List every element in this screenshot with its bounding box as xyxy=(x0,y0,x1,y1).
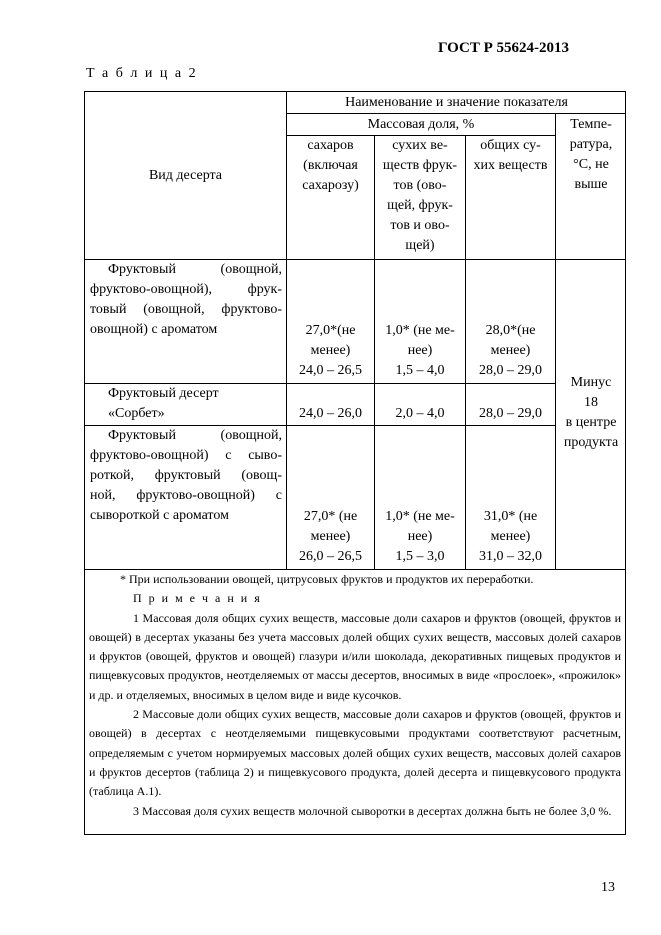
note-1: 1 Массовая доля общих сухих веществ, массовые доли сахаров и фруктов (овощей, фруктов и овощей) в десертах указаны без учета массовых долей общих сухих веществ, массовых долей сахаров и фруктов (овощей, фруктов и овощей) глазури и/или шоколада, декоративных пищевых продуктов и пищевкусовых продуктов, неотделяемых от массы десертов, вносимых в виде «прослоек», «прожилок» и др. и отделяемых, вносимых в целом виде и виде кусочков. xyxy=(89,610,621,702)
header-mass-fraction: Массовая доля, % xyxy=(367,117,475,132)
row3-sugar: 27,0* (не менее) 26,0 – 26,5 xyxy=(299,509,362,564)
rule xyxy=(286,113,626,114)
notes-title: П р и м е ч а н и я xyxy=(133,591,262,606)
header-temperature: Темпе- ратура, °С, не выше xyxy=(569,117,613,192)
row3-dessert-name: Фруктовый (овощной, фруктово-овощной) с сыво- роткой, фруктовый (овощ- ной, фруктово-овощной) с сывороткой с ароматом xyxy=(90,428,282,523)
row1-fruit: 1,0* (не ме- нее) 1,5 – 4,0 xyxy=(385,323,455,378)
header-indicator-group: Наименование и значение показателя xyxy=(345,95,568,110)
header-sugar: сахаров (включая сахарозу) xyxy=(302,138,359,193)
note-3: 3 Массовая доля сухих веществ молочной сыворотки в десертах должна быть не более 3,0 %. xyxy=(133,803,612,818)
header-dessert-type: Вид десерта xyxy=(148,168,223,183)
standards-table xyxy=(84,91,626,835)
header-total-solids: общих су- хих веществ xyxy=(473,138,548,173)
row2-total: 28,0 – 29,0 xyxy=(479,406,542,421)
row2-sugar: 24,0 – 26,0 xyxy=(299,406,362,421)
note-2: 2 Массовые доли общих сухих веществ, массовые доли сахаров и фруктов (овощей, фруктов и овощей) в десертах с неотделяемыми пищевкусовыми продуктами соответствуют расчетным, определяемым с учетом нормируемых массовых долей общих сухих веществ, массовых долей сахаров и фруктов десертов (таблица 2) и пищевкусового продукта, долей десерта и пищевкусового продукта (таблица А.1). xyxy=(89,707,621,799)
row2-fruit: 2,0 – 4,0 xyxy=(395,406,445,421)
row3-fruit: 1,0* (не ме- нее) 1,5 – 3,0 xyxy=(385,509,455,564)
table-label: Т а б л и ц а 2 xyxy=(86,66,198,81)
temperature-value: Минус 18 в центре продукта xyxy=(563,375,619,450)
row1-total: 28,0*(не менее) 28,0 – 29,0 xyxy=(479,323,542,378)
row1-sugar: 27,0*(не менее) 24,0 – 26,5 xyxy=(299,323,362,378)
footnote-star: * При использовании овощей, цитрусовых фруктов и продуктов их переработки. xyxy=(120,572,534,586)
row2-dessert-name: Фруктовый десерт «Сорбет» xyxy=(108,386,219,421)
document-code: ГОСТ Р 55624-2013 xyxy=(437,40,569,56)
table-notes xyxy=(89,570,621,821)
row3-total: 31,0* (не менее) 31,0 – 32,0 xyxy=(479,509,542,564)
page-number: 13 xyxy=(601,880,615,895)
header-fruit: сухих ве- ществ фрук- тов (ово- щей, фрук- тов и ово- щей) xyxy=(382,138,458,253)
row1-dessert-name: Фруктовый (овощной, фруктово-овощной), фрук- товый (овощной, фруктово- овощной) с ароматом xyxy=(90,262,282,337)
